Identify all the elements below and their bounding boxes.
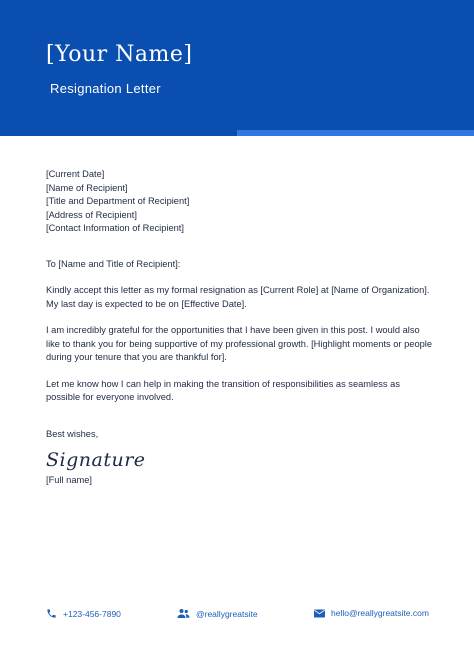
salutation: To [Name and Title of Recipient]:: [46, 258, 181, 269]
full-name: [Full name]: [46, 475, 92, 485]
phone-icon: [46, 608, 57, 619]
paragraph-gratitude: I am incredibly grateful for the opportunities that I have been given in this post. I would also like to thank you for being supportive of my professional growth. [Highlight moments or people during your tenure that you are thankful for].: [46, 325, 433, 362]
recipient-block: [46, 168, 436, 236]
signature: Signature: [46, 449, 146, 471]
current-date: [Current Date]: [46, 169, 105, 179]
email-text: hello@reallygreatsite.com: [331, 608, 429, 618]
recipient-address: [Address of Recipient]: [46, 209, 137, 220]
social-text: @reallygreatsite: [196, 608, 258, 619]
recipient-contact: [Contact Information of Recipient]: [46, 223, 184, 233]
recipient-name: [Name of Recipient]: [46, 182, 128, 193]
document-subtitle: Resignation Letter: [50, 81, 161, 96]
paragraph-resignation: Kindly accept this letter as my formal resignation as [Current Role] at [Name of Organization]. My last day is expected to be on [Effective Date].: [46, 285, 430, 309]
header-banner: [0, 0, 474, 130]
letter-body: [46, 168, 436, 441]
footer-phone[interactable]: [46, 608, 121, 619]
phone-text: +123-456-7890: [63, 608, 121, 619]
header-band-accent: [237, 130, 474, 136]
footer: [0, 608, 474, 628]
users-icon: [177, 608, 190, 619]
paragraph-transition: Let me know how I can help in making the transition of responsibilities as seamless as possible for everyone involved.: [46, 378, 400, 402]
closing: Best wishes,: [46, 428, 99, 439]
envelope-icon: [314, 609, 325, 618]
author-name: [Your Name]: [46, 42, 193, 67]
footer-email[interactable]: [314, 608, 429, 618]
footer-social[interactable]: [177, 608, 258, 619]
recipient-title: [Title and Department of Recipient]: [46, 196, 190, 206]
